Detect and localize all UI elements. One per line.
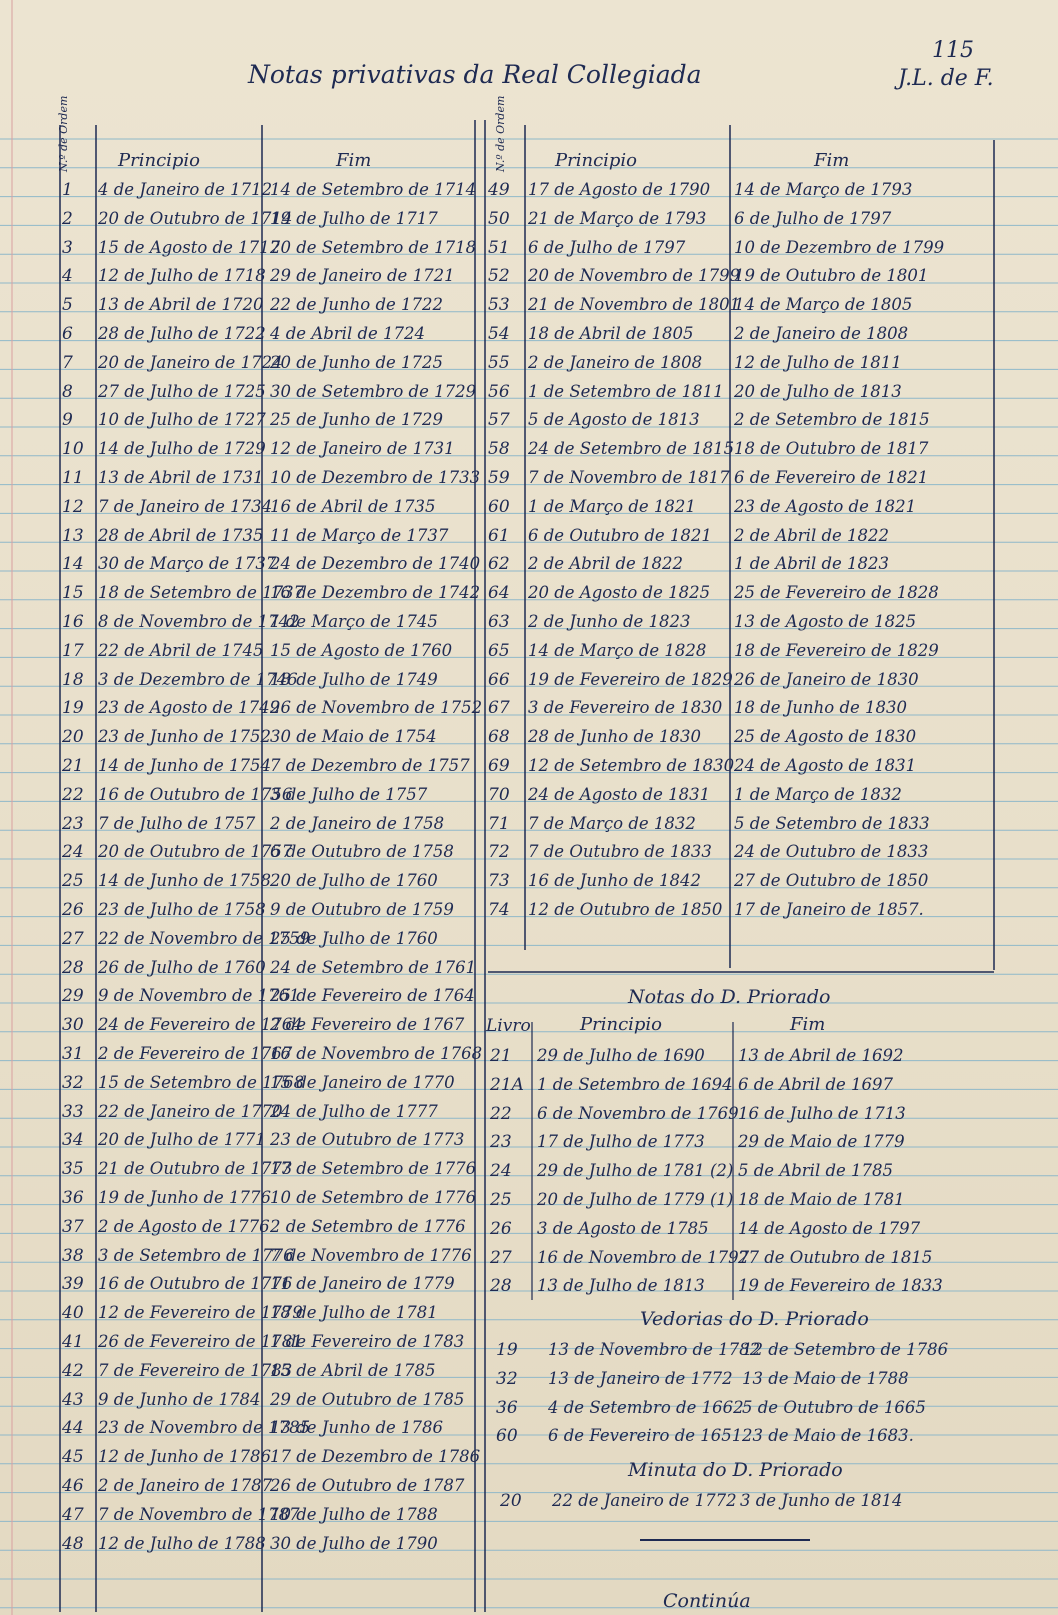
row-number: 21 <box>62 756 84 776</box>
row-number: 60 <box>496 1426 518 1447</box>
start-date: 24 de Fevereiro de 1764 <box>98 1015 303 1035</box>
start-date: 29 de Julho de 1690 <box>537 1046 705 1065</box>
end-date: 14 de Março de 1805 <box>734 295 913 315</box>
priorado-start-header: Principio <box>580 1014 663 1035</box>
start-date: 7 de Março de 1832 <box>528 813 696 833</box>
start-date: 3 de Fevereiro de 1830 <box>528 698 723 718</box>
start-date: 6 de Novembro de 1769 <box>537 1103 739 1123</box>
start-date: 15 de Agosto de 1717 <box>98 237 281 257</box>
start-date: 12 de Fevereiro de 1779 <box>98 1303 303 1323</box>
end-date: 6 de Abril de 1697 <box>738 1074 894 1094</box>
start-date: 28 de Junho de 1830 <box>528 727 702 747</box>
row-number: 25 <box>62 871 84 892</box>
end-date: 4 de Abril de 1724 <box>270 324 426 343</box>
start-date: 7 de Fevereiro de 1783 <box>98 1360 293 1380</box>
end-date: 14 de Agosto de 1797 <box>738 1218 921 1238</box>
row-number: 41 <box>62 1332 84 1352</box>
end-date: 23 de Outubro de 1773 <box>270 1130 465 1150</box>
vedorias-title: Vedorias do D. Priorado <box>640 1308 869 1330</box>
start-date: 14 de Março de 1828 <box>528 640 707 660</box>
start-date: 24 de Agosto de 1831 <box>528 784 711 804</box>
row-number: 15 <box>62 583 84 604</box>
end-date: 3 de Julho de 1757 <box>270 784 428 804</box>
row-number: 21A <box>490 1074 524 1095</box>
row-number: 19 <box>62 698 84 719</box>
priorado-end-header: Fim <box>790 1014 826 1035</box>
right-order-header: N.º de Ordem <box>494 95 507 172</box>
row-number: 24 <box>62 842 84 863</box>
start-date: 19 de Junho de 1776 <box>98 1188 272 1207</box>
start-date: 18 de Abril de 1805 <box>528 324 694 343</box>
end-date: 6 de Outubro de 1758 <box>270 842 454 862</box>
row-number: 57 <box>488 410 510 431</box>
start-date: 23 de Novembro de 1785 <box>98 1418 311 1438</box>
start-date: 10 de Julho de 1727 <box>98 410 266 430</box>
folio-number: 115 <box>932 38 974 63</box>
row-number: 55 <box>488 352 510 373</box>
start-date: 17 de Agosto de 1790 <box>528 180 711 199</box>
end-date: 18 de Junho de 1830 <box>734 698 908 718</box>
row-number: 23 <box>62 813 84 834</box>
start-date: 22 de Abril de 1745 <box>98 640 264 660</box>
end-date: 2 de Janeiro de 1808 <box>734 324 909 343</box>
end-date: 2 de Janeiro de 1758 <box>270 813 445 833</box>
row-number: 43 <box>62 1389 84 1410</box>
row-number: 32 <box>62 1072 84 1093</box>
row-number: 8 <box>62 381 73 402</box>
row-number: 4 <box>62 266 73 287</box>
left-end-header: Fim <box>336 150 372 171</box>
end-date: 13 de Maio de 1788 <box>742 1368 909 1388</box>
end-date: 27 de Outubro de 1850 <box>734 871 929 891</box>
row-number: 7 <box>62 352 73 373</box>
start-date: 26 de Fevereiro de 1781 <box>98 1332 303 1351</box>
start-date: 23 de Agosto de 1749 <box>98 698 281 718</box>
start-date: 28 de Julho de 1722 <box>98 324 266 343</box>
row-number: 23 <box>490 1132 512 1153</box>
row-number: 51 <box>488 237 510 258</box>
end-date: 1 de Fevereiro de 1783 <box>270 1332 465 1351</box>
row-number: 20 <box>500 1491 522 1511</box>
start-date: 12 de Julho de 1718 <box>98 266 266 286</box>
end-date: 16 de Julho de 1713 <box>738 1103 906 1123</box>
end-date: 9 de Outubro de 1759 <box>270 900 454 919</box>
start-date: 3 de Agosto de 1785 <box>537 1218 709 1238</box>
left-start-header: Principio <box>118 150 201 171</box>
end-date: 17 de Setembro de 1776 <box>270 1159 477 1179</box>
row-number: 28 <box>490 1276 512 1297</box>
end-date: 20 de Julho de 1813 <box>734 381 902 401</box>
row-number: 50 <box>488 208 510 229</box>
end-date: 10 de Dezembro de 1799 <box>734 237 945 257</box>
row-number: 20 <box>62 727 84 748</box>
start-date: 2 de Abril de 1822 <box>528 554 684 574</box>
end-date: 30 de Maio de 1754 <box>270 727 437 747</box>
row-number: 63 <box>488 612 510 632</box>
start-date: 6 de Julho de 1797 <box>528 237 686 257</box>
row-number: 36 <box>496 1397 518 1418</box>
row-number: 58 <box>488 439 510 460</box>
end-date: 18 de Maio de 1781 <box>738 1190 905 1209</box>
end-date: 19 de Fevereiro de 1833 <box>738 1276 943 1296</box>
right-end-header: Fim <box>814 150 850 171</box>
end-date: 13 de Abril de 1692 <box>738 1046 904 1065</box>
start-date: 3 de Dezembro de 1746 <box>98 669 298 689</box>
row-number: 65 <box>488 640 510 661</box>
end-date: 16 de Abril de 1735 <box>270 496 436 516</box>
start-date: 12 de Outubro de 1850 <box>528 900 723 919</box>
start-date: 21 de Outubro de 1773 <box>98 1159 293 1179</box>
start-date: 12 de Setembro de 1830 <box>528 756 735 775</box>
start-date: 30 de Março de 1737 <box>98 554 277 574</box>
start-date: 2 de Junho de 1823 <box>528 612 691 631</box>
end-date: 29 de Maio de 1779 <box>738 1132 905 1152</box>
start-date: 20 de Outubro de 1714 <box>98 208 293 228</box>
footer-continua: Continúa <box>663 1590 751 1612</box>
end-date: 17 de Janeiro de 1857. <box>734 900 924 919</box>
row-number: 74 <box>488 900 510 920</box>
end-date: 15 de Abril de 1785 <box>270 1360 436 1380</box>
start-date: 19 de Fevereiro de 1829 <box>528 669 733 689</box>
row-number: 28 <box>62 957 84 978</box>
end-date: 7 de Novembro de 1776 <box>270 1245 472 1265</box>
row-number: 34 <box>62 1130 84 1151</box>
end-date: 25 de Junho de 1729 <box>270 410 444 430</box>
start-date: 20 de Novembro de 1799 <box>528 266 741 286</box>
start-date: 1 de Março de 1821 <box>528 496 696 516</box>
start-date: 1 de Setembro de 1811 <box>528 381 724 401</box>
start-date: 26 de Julho de 1760 <box>98 957 266 977</box>
priorado-title: Notas do D. Priorado <box>628 986 831 1008</box>
start-date: 13 de Abril de 1720 <box>98 295 264 315</box>
end-date: 6 de Julho de 1797 <box>734 208 892 228</box>
row-number: 35 <box>62 1159 84 1180</box>
start-date: 29 de Julho de 1781 (2) <box>537 1161 734 1181</box>
row-number: 27 <box>62 928 84 949</box>
priorado-book-header: Livro <box>486 1016 531 1036</box>
end-date: 10 de Julho de 1788 <box>270 1504 438 1524</box>
row-number: 44 <box>62 1418 84 1439</box>
end-date: 19 de Julho de 1717 <box>270 208 438 228</box>
row-number: 73 <box>488 871 510 892</box>
start-date: 14 de Julho de 1729 <box>98 439 266 459</box>
end-date: 13 de Junho de 1786 <box>270 1418 444 1438</box>
row-number: 27 <box>490 1247 512 1268</box>
row-number: 54 <box>488 324 510 344</box>
end-date: 1 de Março de 1745 <box>270 612 438 631</box>
row-number: 5 <box>62 295 73 316</box>
start-date: 15 de Setembro de 1768 <box>98 1072 305 1092</box>
row-number: 26 <box>490 1218 512 1239</box>
start-date: 7 de Outubro de 1833 <box>528 842 712 862</box>
row-number: 53 <box>488 295 510 316</box>
start-date: 7 de Janeiro de 1734 <box>98 496 273 516</box>
start-date: 16 de Novembro de 1797 <box>537 1247 750 1267</box>
row-number: 33 <box>62 1101 84 1122</box>
start-date: 16 de Outubro de 1756 <box>98 784 293 804</box>
row-number: 56 <box>488 381 510 402</box>
end-date: 20 de Julho de 1760 <box>270 871 438 891</box>
end-date: 25 de Fevereiro de 1764 <box>270 986 475 1006</box>
row-number: 42 <box>62 1360 84 1381</box>
start-date: 4 de Setembro de 1662 <box>548 1397 744 1417</box>
start-date: 16 de Junho de 1842 <box>528 871 702 891</box>
end-date: 11 de Março de 1737 <box>270 525 449 545</box>
end-date: 18 de Julho de 1781 <box>270 1303 438 1323</box>
row-number: 66 <box>488 669 510 690</box>
row-number: 31 <box>62 1044 84 1064</box>
end-date: 15 de Agosto de 1760 <box>270 640 453 660</box>
page-title: Notas privativas da Real Collegiada <box>248 60 702 89</box>
start-date: 13 de Janeiro de 1772 <box>548 1368 733 1388</box>
row-number: 68 <box>488 727 510 748</box>
right-start-header: Principio <box>555 150 638 171</box>
row-number: 71 <box>488 813 510 834</box>
row-number: 52 <box>488 266 510 287</box>
row-number: 10 <box>62 439 84 460</box>
end-date: 26 de Novembro de 1752 <box>270 698 483 718</box>
start-date: 6 de Outubro de 1821 <box>528 525 712 545</box>
start-date: 8 de Novembro de 1742 <box>98 612 300 631</box>
start-date: 21 de Novembro de 1801 <box>528 295 741 315</box>
start-date: 13 de Novembro de 1782 <box>548 1340 761 1359</box>
end-date: 30 de Julho de 1790 <box>270 1533 438 1553</box>
end-date: 13 de Agosto de 1825 <box>734 612 917 631</box>
row-number: 39 <box>62 1274 84 1295</box>
row-number: 32 <box>496 1368 518 1389</box>
row-number: 36 <box>62 1188 84 1208</box>
row-number: 61 <box>488 525 510 546</box>
end-date: 16 de Dezembro de 1742 <box>270 583 481 603</box>
end-date: 5 de Outubro de 1665 <box>742 1397 926 1417</box>
start-date: 20 de Janeiro de 1724 <box>98 352 283 372</box>
row-number: 38 <box>62 1245 84 1266</box>
start-date: 28 de Abril de 1735 <box>98 525 264 545</box>
row-number: 37 <box>62 1216 84 1237</box>
start-date: 24 de Setembro de 1815 <box>528 439 735 459</box>
end-date: 11 de Janeiro de 1779 <box>270 1274 455 1294</box>
start-date: 7 de Novembro de 1787 <box>98 1504 300 1524</box>
row-number: 72 <box>488 842 510 863</box>
start-date: 12 de Junho de 1786 <box>98 1447 272 1467</box>
row-number: 9 <box>62 410 73 431</box>
end-date: 1 de Março de 1832 <box>734 784 902 804</box>
start-date: 22 de Janeiro de 1772 <box>552 1491 737 1510</box>
end-date: 14 de Março de 1793 <box>734 180 913 199</box>
row-number: 67 <box>488 698 510 719</box>
start-date: 3 de Setembro de 1776 <box>98 1245 294 1265</box>
start-date: 9 de Junho de 1784 <box>98 1389 261 1409</box>
end-date: 16 de Novembro de 1768 <box>270 1044 483 1063</box>
end-date: 25 de Julho de 1760 <box>270 928 438 948</box>
start-date: 21 de Março de 1793 <box>528 208 707 228</box>
start-date: 23 de Julho de 1758 <box>98 900 266 919</box>
start-date: 20 de Outubro de 1757 <box>98 842 293 862</box>
start-date: 22 de Novembro de 1759 <box>98 928 311 948</box>
row-number: 6 <box>62 324 73 344</box>
end-date: 5 de Setembro de 1833 <box>734 813 930 833</box>
row-number: 70 <box>488 784 510 805</box>
row-number: 22 <box>490 1103 512 1124</box>
start-date: 2 de Janeiro de 1808 <box>528 352 703 372</box>
start-date: 12 de Julho de 1788 <box>98 1533 266 1553</box>
end-date: 2 de Abril de 1822 <box>734 525 890 545</box>
row-number: 14 <box>62 554 84 575</box>
start-date: 7 de Julho de 1757 <box>98 813 256 833</box>
row-number: 12 <box>62 496 84 517</box>
end-date: 27 de Outubro de 1815 <box>738 1247 933 1267</box>
row-number: 40 <box>62 1303 84 1324</box>
end-date: 12 de Julho de 1811 <box>734 352 902 372</box>
start-date: 2 de Fevereiro de 1767 <box>98 1044 293 1063</box>
end-date: 26 de Janeiro de 1830 <box>734 669 919 689</box>
row-number: 46 <box>62 1476 84 1496</box>
start-date: 14 de Junho de 1758 <box>98 871 272 891</box>
row-number: 49 <box>488 180 510 200</box>
row-number: 60 <box>488 496 510 517</box>
start-date: 14 de Junho de 1754 <box>98 756 272 775</box>
row-number: 22 <box>62 784 84 805</box>
end-date: 18 de Outubro de 1817 <box>734 439 929 459</box>
row-number: 11 <box>62 468 84 488</box>
end-date: 7 de Dezembro de 1757 <box>270 756 470 775</box>
row-number: 47 <box>62 1504 84 1525</box>
row-number: 19 <box>496 1340 518 1360</box>
row-number: 45 <box>62 1447 84 1468</box>
start-date: 6 de Fevereiro de 1651 <box>548 1426 743 1446</box>
end-date: 3 de Junho de 1814 <box>740 1491 903 1510</box>
end-date: 26 de Outubro de 1787 <box>270 1476 465 1495</box>
end-date: 12 de Janeiro de 1731 <box>270 439 455 459</box>
start-date: 20 de Julho de 1771 <box>98 1130 266 1150</box>
start-date: 1 de Setembro de 1694 <box>537 1074 733 1094</box>
end-date: 18 de Fevereiro de 1829 <box>734 640 939 660</box>
start-date: 13 de Julho de 1813 <box>537 1276 705 1296</box>
row-number: 1 <box>62 180 73 200</box>
row-number: 64 <box>488 583 510 604</box>
end-date: 19 de Outubro de 1801 <box>734 266 929 286</box>
start-date: 2 de Janeiro de 1787 <box>98 1476 273 1495</box>
row-number: 21 <box>490 1046 512 1066</box>
start-date: 5 de Agosto de 1813 <box>528 410 700 430</box>
end-date: 2 de Fevereiro de 1767 <box>270 1015 465 1035</box>
start-date: 20 de Julho de 1779 (1) <box>537 1190 734 1209</box>
end-date: 15 de Janeiro de 1770 <box>270 1072 455 1092</box>
end-date: 10 de Setembro de 1776 <box>270 1188 477 1207</box>
end-date: 29 de Janeiro de 1721 <box>270 266 455 286</box>
start-date: 23 de Junho de 1752 <box>98 727 272 747</box>
start-date: 9 de Novembro de 1761 <box>98 986 300 1006</box>
row-number: 26 <box>62 900 84 920</box>
start-date: 17 de Julho de 1773 <box>537 1132 705 1152</box>
row-number: 2 <box>62 208 73 229</box>
end-date: 2 de Setembro de 1776 <box>270 1216 466 1236</box>
start-date: 13 de Abril de 1731 <box>98 468 264 487</box>
end-date: 29 de Outubro de 1785 <box>270 1389 465 1409</box>
minuta-title: Minuta do D. Priorado <box>628 1459 843 1481</box>
end-date: 12 de Setembro de 1786 <box>742 1340 949 1359</box>
start-date: 20 de Agosto de 1825 <box>528 583 711 603</box>
end-date: 30 de Setembro de 1729 <box>270 381 477 401</box>
end-date: 24 de Setembro de 1761 <box>270 957 477 977</box>
row-number: 62 <box>488 554 510 575</box>
end-date: 24 de Outubro de 1833 <box>734 842 929 862</box>
end-date: 24 de Julho de 1777 <box>270 1101 438 1121</box>
end-date: 24 de Agosto de 1831 <box>734 756 917 775</box>
left-order-header: N.º de Ordem <box>57 95 70 172</box>
end-date: 10 de Dezembro de 1733 <box>270 468 481 487</box>
end-date: 20 de Setembro de 1718 <box>270 237 477 257</box>
end-date: 6 de Fevereiro de 1821 <box>734 468 929 487</box>
end-date: 22 de Junho de 1722 <box>270 295 444 315</box>
end-date: 23 de Maio de 1683. <box>742 1426 914 1446</box>
row-number: 48 <box>62 1533 84 1554</box>
end-date: 23 de Agosto de 1821 <box>734 496 917 516</box>
start-date: 7 de Novembro de 1817 <box>528 468 730 487</box>
row-number: 13 <box>62 525 84 546</box>
row-number: 18 <box>62 669 84 690</box>
row-number: 69 <box>488 756 510 776</box>
start-date: 22 de Janeiro de 1770 <box>98 1101 283 1121</box>
start-date: 18 de Setembro de 1737 <box>98 583 305 603</box>
end-date: 18 de Julho de 1749 <box>270 669 438 689</box>
row-number: 25 <box>490 1190 512 1210</box>
signature: J.L. de F. <box>898 66 994 91</box>
row-number: 3 <box>62 237 73 258</box>
end-date: 17 de Dezembro de 1786 <box>270 1447 481 1467</box>
row-number: 29 <box>62 986 84 1007</box>
row-number: 59 <box>488 468 510 488</box>
row-number: 30 <box>62 1015 84 1036</box>
row-number: 16 <box>62 612 84 632</box>
end-date: 25 de Agosto de 1830 <box>734 727 917 747</box>
end-date: 1 de Abril de 1823 <box>734 554 890 574</box>
start-date: 4 de Janeiro de 1712 <box>98 180 273 199</box>
start-date: 27 de Julho de 1725 <box>98 381 266 401</box>
end-date: 20 de Junho de 1725 <box>270 352 444 372</box>
end-date: 24 de Dezembro de 1740 <box>270 554 481 574</box>
row-number: 17 <box>62 640 84 661</box>
row-number: 24 <box>490 1161 512 1182</box>
start-date: 16 de Outubro de 1776 <box>98 1274 293 1294</box>
end-date: 25 de Fevereiro de 1828 <box>734 583 939 603</box>
end-date: 14 de Setembro de 1714 <box>270 180 477 199</box>
end-date: 2 de Setembro de 1815 <box>734 410 930 430</box>
end-date: 5 de Abril de 1785 <box>738 1161 894 1181</box>
start-date: 2 de Agosto de 1776 <box>98 1216 270 1236</box>
